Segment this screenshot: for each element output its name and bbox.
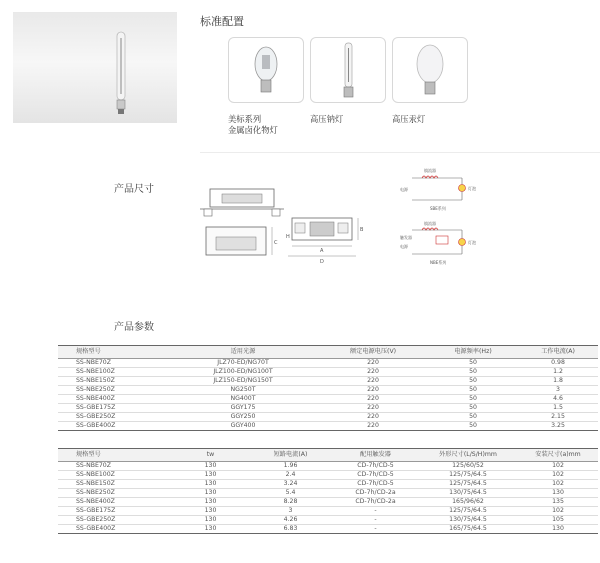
table-cell: 2.4 bbox=[285, 471, 296, 478]
table-cell: SS-NBE100Z bbox=[76, 471, 115, 478]
table-cell: 50 bbox=[469, 359, 477, 366]
table-header-row bbox=[58, 449, 598, 462]
c2-ballast-label: 镇流器 bbox=[424, 221, 436, 226]
table-cell: JLZ150-ED/NG150T bbox=[213, 377, 273, 384]
table-cell: NG250T bbox=[230, 386, 256, 393]
dim-label-d: D bbox=[320, 259, 324, 265]
lamp-label-line: 金属卤化物灯 bbox=[228, 125, 278, 135]
wiring-diagrams bbox=[392, 160, 492, 275]
table-cell: 130 bbox=[204, 462, 217, 469]
table-cell: 1.2 bbox=[553, 368, 563, 375]
table-cell: 220 bbox=[367, 386, 379, 393]
hps-lamp-icon bbox=[311, 38, 385, 102]
table-row bbox=[58, 395, 598, 404]
table-cell: 1.8 bbox=[553, 377, 563, 384]
table-cell: 220 bbox=[367, 359, 379, 366]
lamp-label-metal-halide bbox=[228, 114, 278, 136]
table-cell: 135 bbox=[552, 498, 564, 505]
table-cell: 3 bbox=[288, 507, 293, 514]
column-header: 配用触发器 bbox=[333, 449, 418, 462]
table-row bbox=[58, 404, 598, 413]
table-cell: CD-7h/CD-5 bbox=[357, 480, 394, 487]
table-cell: 165/96/62 bbox=[452, 498, 484, 505]
table-row bbox=[58, 471, 598, 480]
c2-trigger-label: 触发器 bbox=[400, 235, 412, 240]
table-cell: 130 bbox=[552, 525, 564, 532]
column-header: 安装尺寸(a)mm bbox=[518, 449, 598, 462]
table-cell: 130 bbox=[552, 489, 564, 496]
table-cell: 130 bbox=[204, 525, 217, 532]
table-cell: SS-NBE250Z bbox=[76, 386, 115, 393]
table-row bbox=[58, 386, 598, 395]
column-header: 短路电流(A) bbox=[248, 449, 333, 462]
table-cell: 1.5 bbox=[553, 404, 563, 411]
table-cell: 50 bbox=[469, 386, 477, 393]
table-cell: 1.96 bbox=[283, 462, 298, 469]
table-cell: 102 bbox=[552, 507, 564, 514]
table-cell: 0.98 bbox=[551, 359, 565, 366]
section-title-size: 产品尺寸 bbox=[114, 184, 154, 195]
table-row bbox=[58, 359, 598, 368]
table-row bbox=[58, 413, 598, 422]
table-cell: GGY175 bbox=[230, 404, 256, 411]
table-header-row bbox=[58, 346, 598, 359]
column-header: 电源频率(Hz) bbox=[428, 346, 518, 359]
dimension-drawing bbox=[196, 182, 376, 272]
table-cell: NG400T bbox=[230, 395, 256, 402]
table-row bbox=[58, 480, 598, 489]
c2-system-label: NBE系列 bbox=[430, 260, 447, 265]
table-cell: GGY250 bbox=[230, 413, 256, 420]
table-cell: 8.28 bbox=[283, 498, 298, 505]
table-cell: 220 bbox=[367, 377, 379, 384]
table-cell: JLZ100-ED/NG100T bbox=[213, 368, 273, 375]
table-cell: CD-7h/CD-2a bbox=[355, 489, 396, 496]
table-cell: 50 bbox=[469, 368, 477, 375]
spec-table-electrical bbox=[58, 345, 598, 431]
lamp-label-mercury: 高压汞灯 bbox=[392, 114, 426, 124]
table-row bbox=[58, 422, 598, 431]
tubular-lamp-icon bbox=[13, 12, 177, 123]
table-cell: SS-NBE150Z bbox=[76, 480, 115, 487]
table-row bbox=[58, 462, 598, 471]
table-cell: 125/60/52 bbox=[452, 462, 484, 469]
table-cell: 220 bbox=[367, 395, 379, 402]
column-header: 规格型号 bbox=[58, 346, 168, 359]
lamp-label-line: 美标系列 bbox=[228, 114, 262, 124]
table-cell: 50 bbox=[469, 377, 477, 384]
table-row bbox=[58, 368, 598, 377]
table-cell: SS-NBE150Z bbox=[76, 377, 115, 384]
table-cell: 130/75/64.5 bbox=[449, 489, 487, 496]
table-cell: SS-GBE400Z bbox=[76, 422, 116, 429]
c1-power-label: 电源 bbox=[400, 187, 408, 192]
hero-product-image bbox=[13, 12, 177, 123]
spec-table-dimensions bbox=[58, 448, 598, 534]
table-cell: SS-NBE250Z bbox=[76, 489, 115, 496]
column-header: 额定电源电压(V) bbox=[318, 346, 428, 359]
metal-halide-lamp-icon bbox=[229, 38, 303, 102]
table-cell: SS-NBE400Z bbox=[76, 498, 115, 505]
table-cell: SS-GBE250Z bbox=[76, 413, 116, 420]
table-cell: JLZ70-ED/NG70T bbox=[217, 359, 269, 366]
table-cell: GGY400 bbox=[230, 422, 256, 429]
table-cell: CD-7h/CD-5 bbox=[357, 471, 394, 478]
table-cell: 3.25 bbox=[551, 422, 565, 429]
table-cell: 5.4 bbox=[285, 489, 296, 496]
table-row bbox=[58, 507, 598, 516]
table-cell: 6.83 bbox=[283, 525, 298, 532]
table-cell: - bbox=[374, 516, 377, 523]
dim-label-c: C bbox=[274, 240, 278, 246]
table-cell: SS-GBE250Z bbox=[76, 516, 116, 523]
table-cell: SS-NBE70Z bbox=[76, 462, 111, 469]
c2-lamp-label: 灯泡 bbox=[468, 240, 476, 245]
table-cell: SS-GBE400Z bbox=[76, 525, 116, 532]
table-cell: 130 bbox=[204, 471, 217, 478]
table-cell: 130 bbox=[204, 507, 217, 514]
table-cell: 50 bbox=[469, 422, 477, 429]
table-cell: 220 bbox=[367, 368, 379, 375]
dim-label-a: A bbox=[320, 248, 324, 254]
table-cell: - bbox=[374, 507, 377, 514]
table-cell: 50 bbox=[469, 395, 477, 402]
table-cell: 130 bbox=[204, 516, 217, 523]
column-header: 规格型号 bbox=[58, 449, 173, 462]
table-cell: 125/75/64.5 bbox=[449, 507, 487, 514]
table-cell: 220 bbox=[367, 413, 379, 420]
table-cell: 4.26 bbox=[283, 516, 298, 523]
table-cell: 50 bbox=[469, 413, 477, 420]
table-cell: 130 bbox=[204, 498, 217, 505]
column-header: 外形尺寸(L/S/H)mm bbox=[418, 449, 518, 462]
table-cell: 102 bbox=[552, 471, 564, 478]
table-row bbox=[58, 516, 598, 525]
table-cell: 3.24 bbox=[283, 480, 298, 487]
c1-system-label: SBE系列 bbox=[430, 206, 446, 211]
table-cell: 125/75/64.5 bbox=[449, 471, 487, 478]
c1-ballast-label: 镇流器 bbox=[424, 168, 436, 173]
dim-label-b: B bbox=[360, 227, 364, 233]
table-cell: 125/75/64.5 bbox=[449, 480, 487, 487]
section-title-config: 标准配置 bbox=[200, 15, 244, 28]
table-cell: 130/75/64.5 bbox=[449, 516, 487, 523]
table-cell: 130 bbox=[204, 489, 217, 496]
table-row bbox=[58, 498, 598, 507]
table-row bbox=[58, 525, 598, 534]
c1-lamp-label: 灯泡 bbox=[468, 186, 476, 191]
table-cell: SS-GBE175Z bbox=[76, 404, 116, 411]
table-cell: 220 bbox=[367, 422, 379, 429]
lamp-card-metal-halide bbox=[228, 37, 304, 103]
lamp-label-hps: 高压钠灯 bbox=[310, 114, 344, 124]
divider bbox=[200, 152, 600, 153]
column-header: 适用光源 bbox=[168, 346, 318, 359]
table-cell: 3 bbox=[556, 386, 560, 393]
lamp-card-mercury bbox=[392, 37, 468, 103]
column-header: 工作电流(A) bbox=[518, 346, 598, 359]
dim-label-h: H bbox=[286, 234, 290, 240]
table-cell: 165/75/64.5 bbox=[449, 525, 487, 532]
table-cell: - bbox=[374, 525, 377, 532]
column-header: tw bbox=[173, 449, 248, 462]
table-row bbox=[58, 377, 598, 386]
section-title-params: 产品参数 bbox=[114, 322, 154, 333]
table-cell: 4.6 bbox=[553, 395, 563, 402]
table-cell: SS-NBE70Z bbox=[76, 359, 111, 366]
lamp-card-hps bbox=[310, 37, 386, 103]
table-cell: SS-GBE175Z bbox=[76, 507, 116, 514]
table-row bbox=[58, 489, 598, 498]
table-cell: 220 bbox=[367, 404, 379, 411]
c2-power-label: 电源 bbox=[400, 244, 408, 249]
table-cell: 102 bbox=[552, 462, 564, 469]
table-cell: 105 bbox=[552, 516, 564, 523]
table-cell: 2.15 bbox=[551, 413, 565, 420]
table-cell: 130 bbox=[204, 480, 217, 487]
table-cell: SS-NBE400Z bbox=[76, 395, 115, 402]
table-cell: 102 bbox=[552, 480, 564, 487]
table-cell: CD-7h/CD-2a bbox=[355, 498, 396, 505]
mercury-lamp-icon bbox=[393, 38, 467, 102]
table-cell: 50 bbox=[469, 404, 477, 411]
table-cell: SS-NBE100Z bbox=[76, 368, 115, 375]
table-cell: CD-7h/CD-5 bbox=[357, 462, 394, 469]
